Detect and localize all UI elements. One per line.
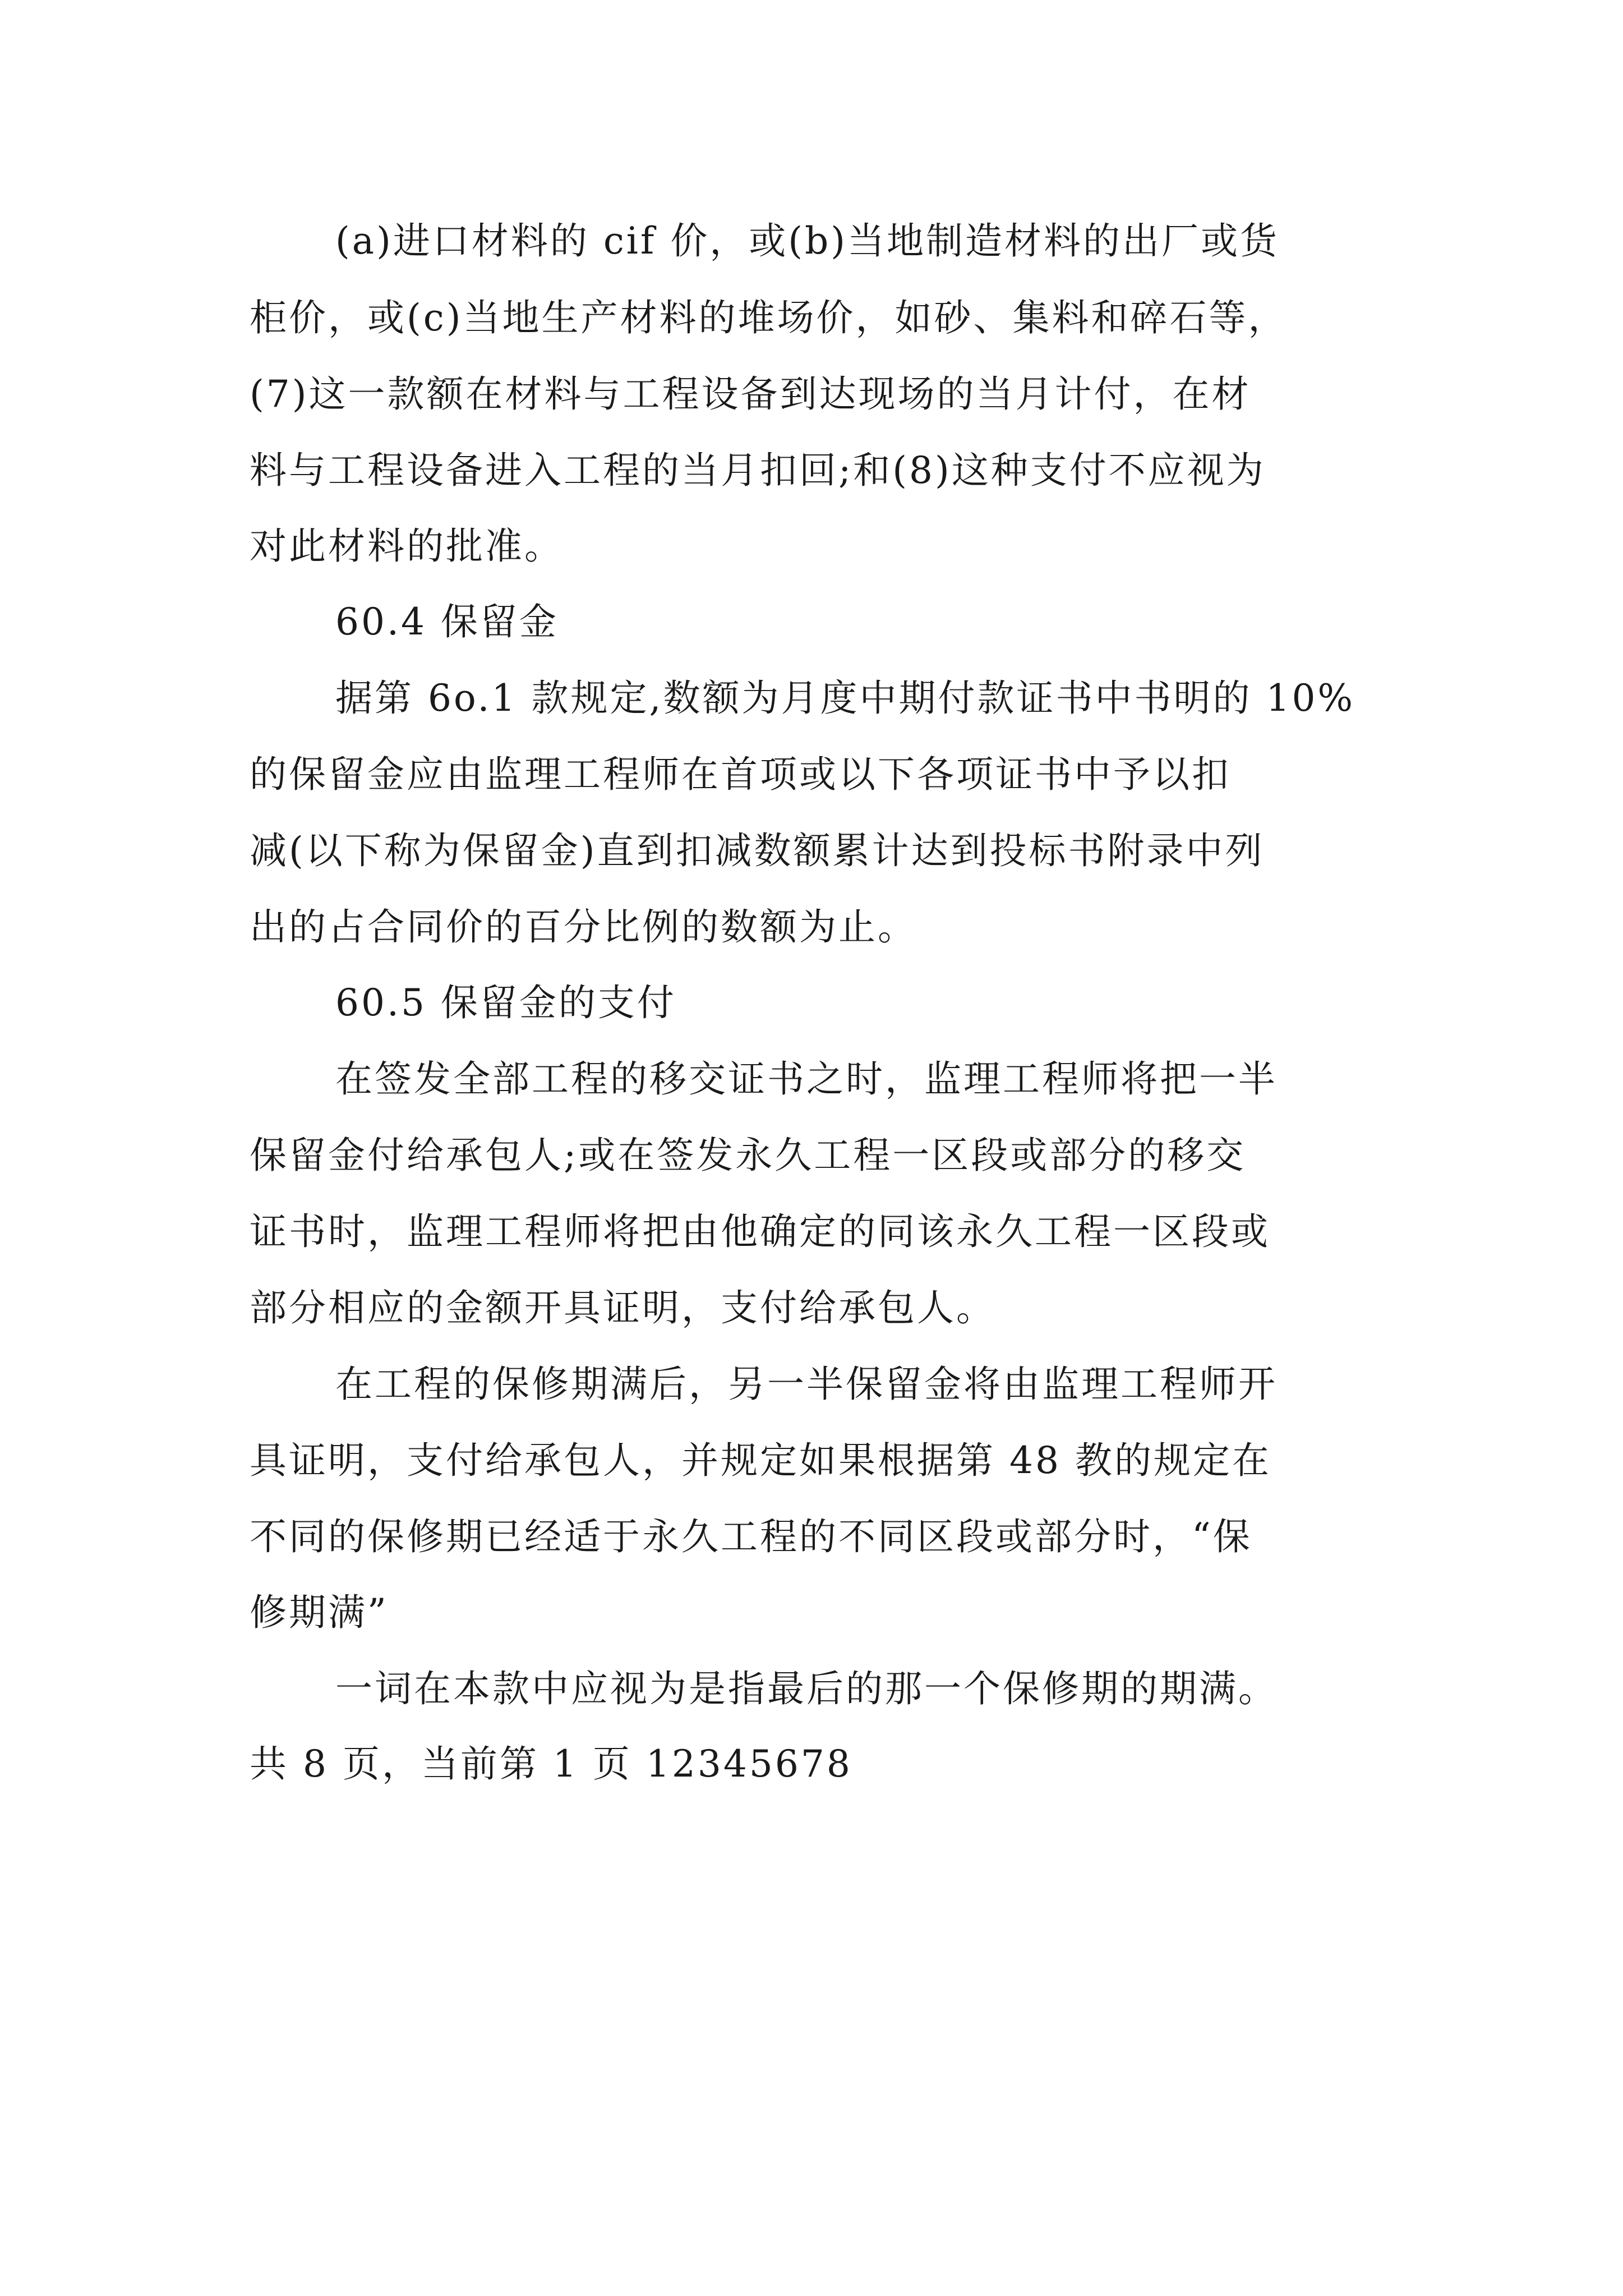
paragraph-line: 出的占合同价的百分比例的数额为止。 [250,905,917,949]
paragraph-line: 在工程的保修期满后，另一半保留金将由监理工程师开 [335,1363,1278,1406]
section-heading: 60.5 保留金的支付 [335,981,676,1024]
paragraph-line: 料与工程设备进入工程的当月扣回;和(8)这种支付不应视为 [250,449,1266,492]
paragraph-line: 证书时，监理工程师将把由他确定的同该永久工程一区段或 [250,1210,1270,1253]
paragraph-line: 不同的保修期已经适于永久工程的不同区段或部分时，“保 [250,1515,1252,1558]
paragraph-line: 对此材料的批准。 [250,524,564,568]
paragraph-line: 在签发全部工程的移交证书之时，监理工程师将把一半 [335,1057,1278,1101]
paragraph-line: (a)进口材料的 cif 价，或(b)当地制造材料的出厂或货 [335,219,1280,263]
paragraph-line: (7)这一款额在材料与工程设备到达现场的当月计付，在材 [250,372,1251,416]
paragraph-line: 的保留金应由监理工程师在首项或以下各项证书中予以扣 [250,753,1231,796]
paragraph-line: 部分相应的金额开具证明，支付给承包人。 [250,1286,995,1329]
paragraph-line: 具证明，支付给承包人，并规定如果根据第 48 教的规定在 [250,1439,1271,1482]
paragraph-line: 一词在本款中应视为是指最后的那一个保修期的期满。 [335,1667,1278,1710]
paragraph-line: 减(以下称为保留金)直到扣减数额累计达到投标书附录中列 [250,829,1265,872]
paragraph-line: 据第 6o.1 款规定,数额为月度中期付款证书中书明的 10% [335,677,1355,720]
paragraph-line: 保留金付给承包人;或在签发永久工程一区段或部分的移交 [250,1134,1246,1177]
section-heading: 60.4 保留金 [335,600,559,643]
paragraph-line: 柜价，或(c)当地生产材料的堆场价，如砂、集料和碎石等， [250,296,1288,339]
paragraph-line: 修期满” [250,1591,389,1634]
page-indicator: 共 8 页，当前第 1 页 12345678 [250,1742,852,1786]
